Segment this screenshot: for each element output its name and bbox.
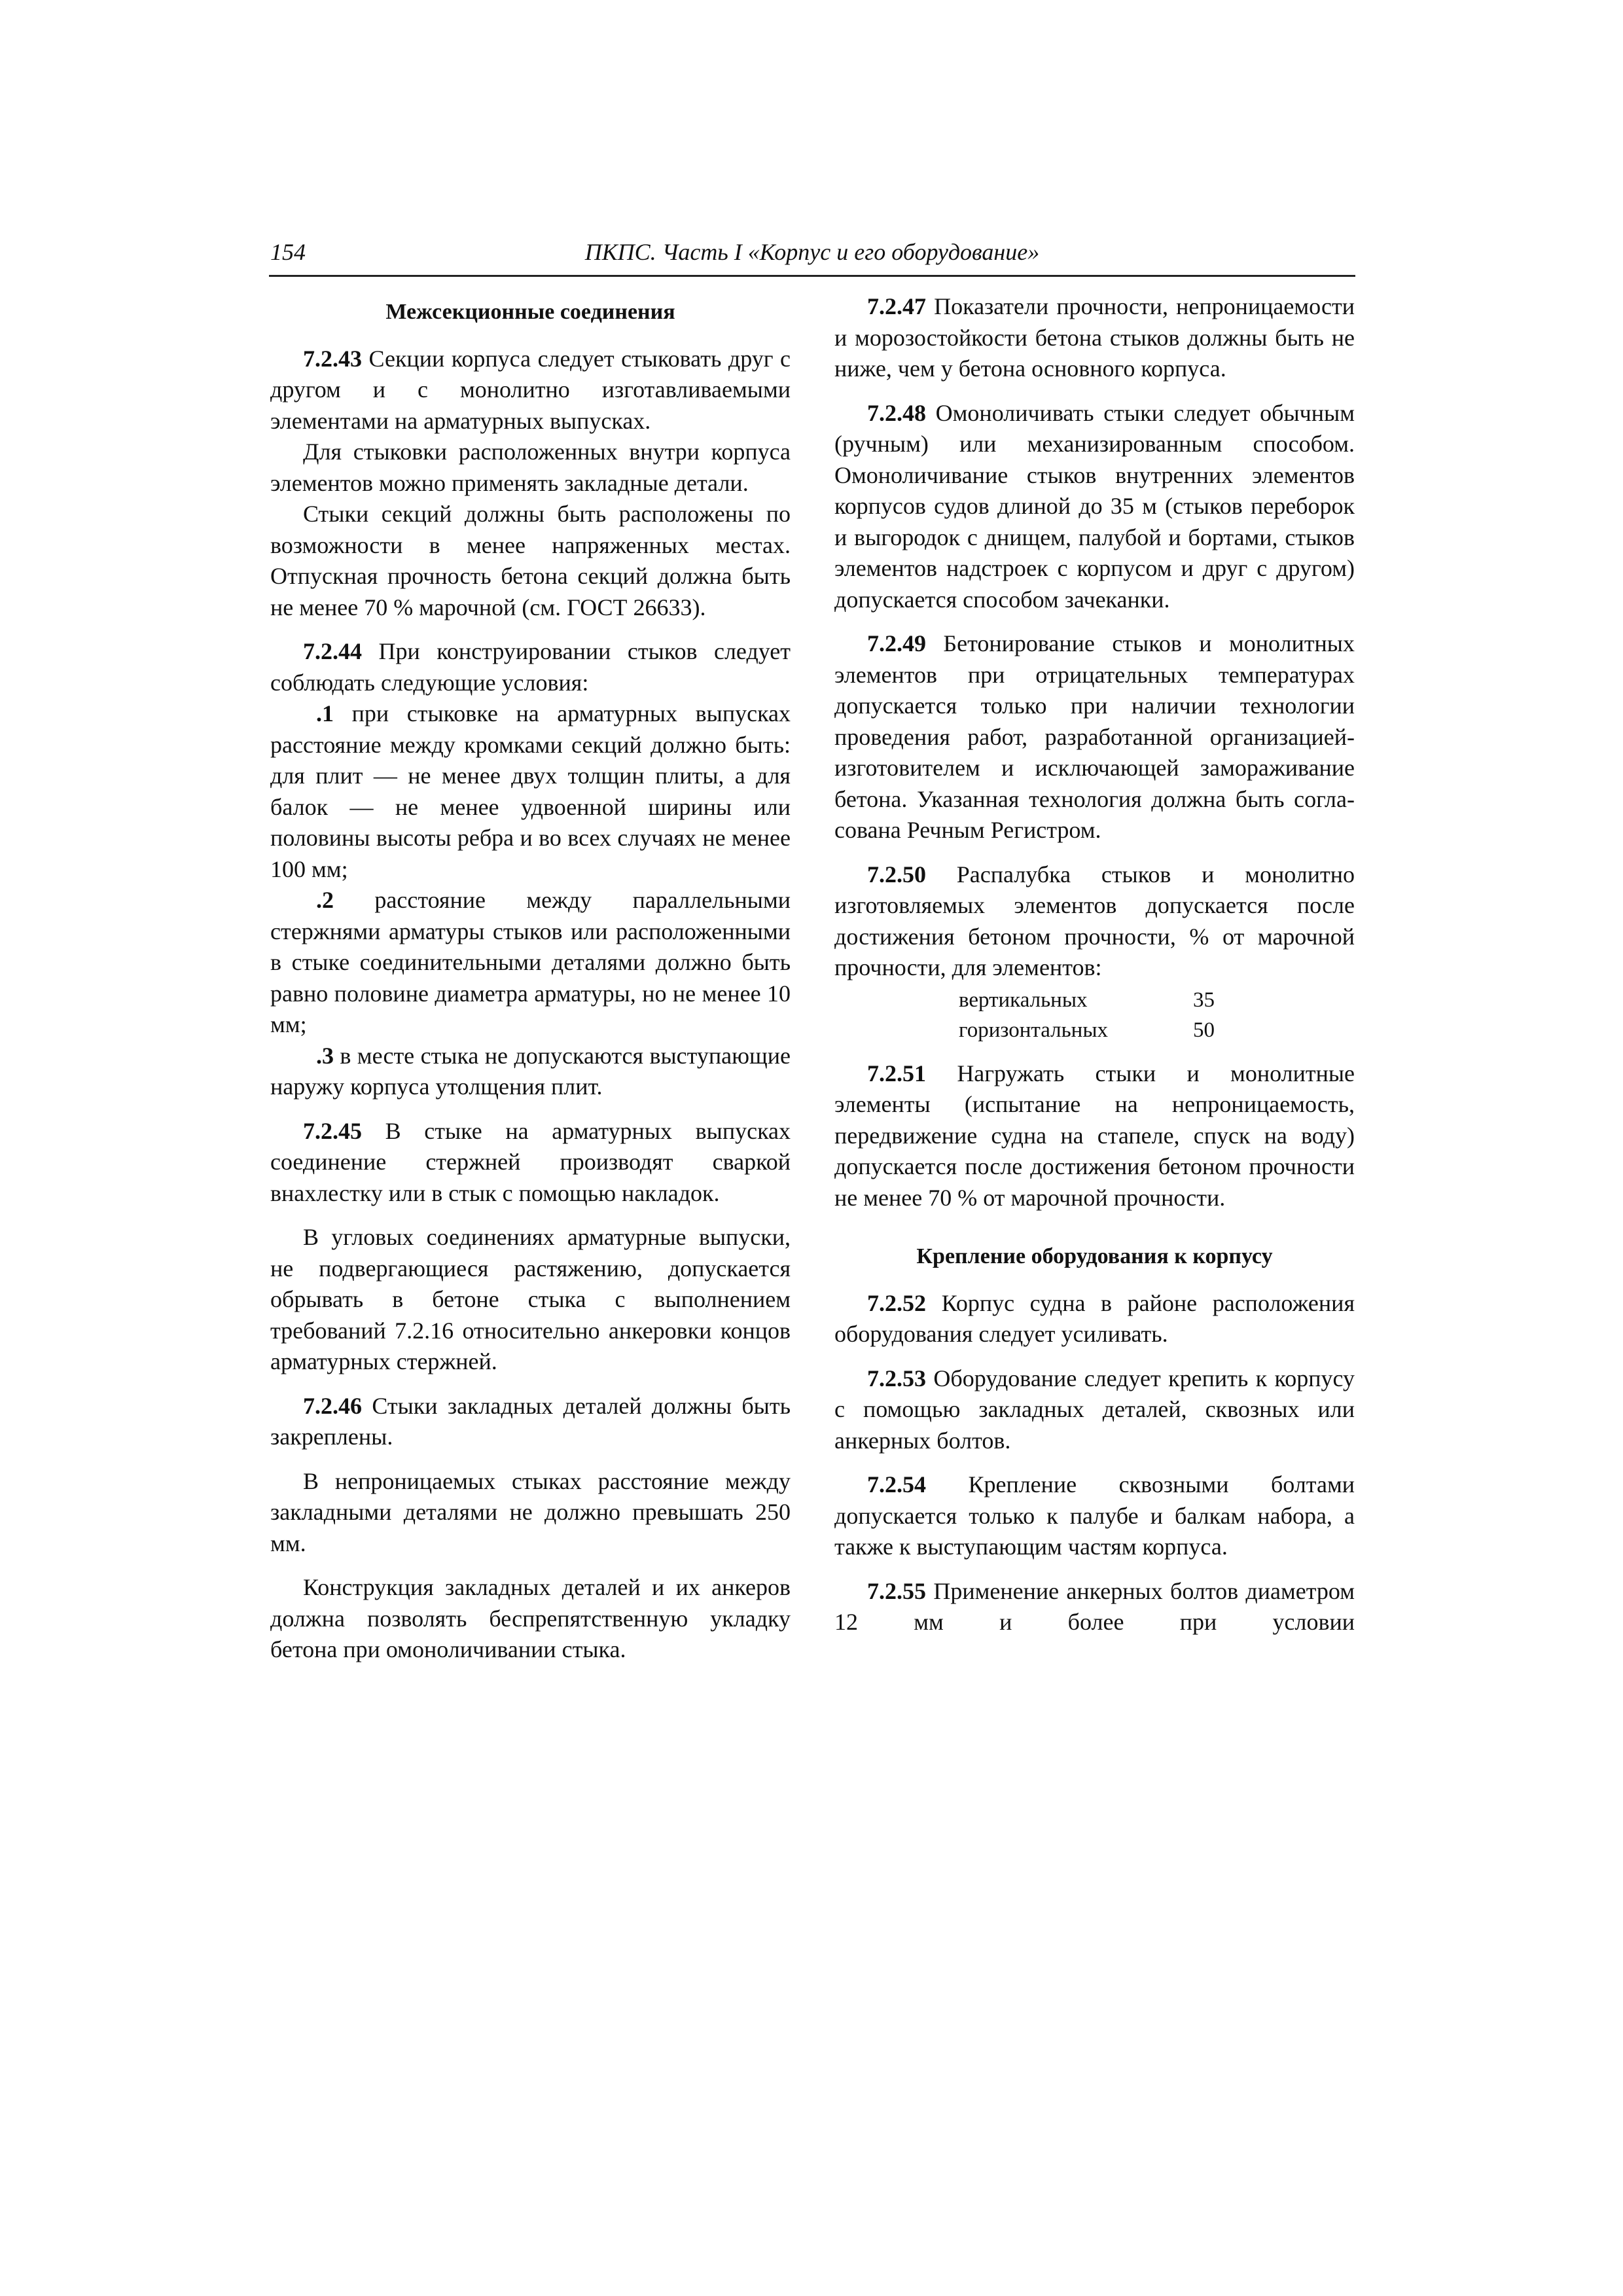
clause-number: 7.2.44 <box>303 638 362 664</box>
paragraph-7-2-51 <box>834 1058 1355 1214</box>
clause-text: Корпус судна в районе расположения оборудования следует усиливать. <box>834 1289 1355 1347</box>
clause-number: 7.2.49 <box>867 630 926 656</box>
item-text: при стыковке на арматурных выпусках расстояние между кромками секций должно быть: для плит — не менее двух толщин плиты, а для балок — не менее удвоенной ширины или половины высоты ребра и во всех случаях не менее 100 мм; <box>270 700 791 882</box>
list-item-2 <box>270 885 791 1041</box>
clause-text: Секции корпуса следует стыковать друг с другом и с монолитно изготавливаемыми элементами на арматурных выпусках. <box>270 345 791 434</box>
list-item-3 <box>270 1041 791 1103</box>
clause-number: 7.2.54 <box>867 1471 926 1498</box>
clause-number: 7.2.53 <box>867 1365 926 1391</box>
page-number: 154 <box>270 239 306 265</box>
item-text: в месте стыка не допускаются выступающие наружу корпуса утолщения плит. <box>270 1042 791 1100</box>
clause-number: 7.2.52 <box>867 1289 926 1316</box>
left-column <box>270 291 791 1666</box>
item-text: расстояние между параллельными стержнями арматуры стыков или расположенными в стыке соединительными деталями должно быть равно половине диаметра арматуры, но не менее 10 мм; <box>270 887 791 1037</box>
item-number: .1 <box>316 700 334 726</box>
paragraph: Стыки секций должны быть расположены по возможности в менее напряженных местах. Отпускная прочность бетона секций должна быть не менее 70 % марочной (см. ГОСТ 26633). <box>270 501 791 620</box>
clause-text: Применение анкерных болтов диаметром 12 мм и более при условии <box>834 1577 1355 1635</box>
strength-value-cell: 50 <box>1193 1018 1215 1042</box>
clause-number: 7.2.55 <box>867 1577 926 1604</box>
clause-text: Стыки закладных деталей должны быть закреплены. <box>270 1392 791 1450</box>
element-type-cell: вертикальных <box>959 988 1088 1012</box>
section-heading-intersection-joints: Межсекционные соединения <box>385 300 675 324</box>
clause-text: Оборудование следует крепить к корпусу с помощью закладных деталей, сквозных или анкерных болтов. <box>834 1365 1355 1454</box>
paragraph-7-2-47 <box>834 291 1355 385</box>
table-row <box>959 1015 1215 1045</box>
formwork-strength-table <box>959 985 1215 1045</box>
clause-number: 7.2.51 <box>867 1060 926 1086</box>
element-type-cell: горизонтальных <box>959 1018 1108 1042</box>
paragraph: Конструкция закладных деталей и их анкеров должна позволять беспрепятственную укладку бетона при омоноличивании стыка. <box>270 1574 791 1662</box>
clause-text: Показатели прочности, непроницаемости и морозостойкости бетона стыков должны быть не ниже, чем у бетона основного корпуса. <box>834 293 1355 382</box>
paragraph-7-2-53 <box>834 1363 1355 1457</box>
paragraph-7-2-43 <box>270 344 791 437</box>
item-number: .3 <box>316 1042 334 1069</box>
item-number: .2 <box>316 887 334 913</box>
clause-text: Омоноличивать стыки следует обычным (ручным) или механизированным способом. Омоноличивание стыков внутренних элементов корпусов судов длиной до 35 м (стыков переборок и выгородок с днищем, палубой и бортами, стыков элементов надстроек с корпусом и друг с другом) допускается способом зачеканки. <box>834 399 1355 613</box>
clause-text: В стыке на арматурных выпусках соединение стержней производят сваркой внахлестку или в стык с помощью накладок. <box>270 1117 791 1206</box>
clause-number: 7.2.47 <box>867 293 926 319</box>
paragraph: В непроницаемых стыках расстояние между закладными деталями не должно превышать 250 мм. <box>270 1467 791 1556</box>
paragraph-7-2-50 <box>834 859 1355 984</box>
paragraph-7-2-46 <box>270 1391 791 1453</box>
page-header <box>269 234 1355 277</box>
clause-number: 7.2.46 <box>303 1392 362 1419</box>
clause-text: Бетонирование стыков и монолитных элементов при отрицательных температурах допускается только при наличии технологии проведения работ, разработанной организацией-изготовителем и исключающей замораживание бетона. Указанная технология должна быть согласована Речным Регистром. <box>834 630 1355 843</box>
paragraph: Для стыковки расположенных внутри корпуса элементов можно применять закладные детали. <box>270 439 791 496</box>
paragraph-7-2-49 <box>834 628 1355 846</box>
clause-number: 7.2.50 <box>867 861 926 888</box>
list-item-1 <box>270 698 791 885</box>
clause-text: При конструировании стыков следует соблюдать следующие условия: <box>270 638 791 696</box>
paragraph-7-2-54 <box>834 1469 1355 1563</box>
paragraph-7-2-44 <box>270 636 791 698</box>
paragraph-7-2-45 <box>270 1116 791 1210</box>
paragraph: В угловых соединениях арматурные выпуски, не подвергающиеся растяжению, допускается обрывать в бетоне стыка с выполнением требований 7.2.16 относительно анкеровки концов арматурных стержней. <box>270 1224 791 1374</box>
clause-text: Крепление сквозными болтами допускается только к палубе и балкам набора, а также к выступающим частям корпуса. <box>834 1471 1355 1560</box>
clause-text: Распалубка стыков и монолитно изготовляемых элементов допускается после достижения бетоном прочности, % от марочной прочности, для элементов: <box>834 861 1355 980</box>
clause-number: 7.2.48 <box>867 399 926 426</box>
section-heading-equipment-fastening: Крепление оборудования к корпусу <box>916 1244 1273 1268</box>
strength-value-cell: 35 <box>1193 988 1215 1012</box>
clause-text: Нагружать стыки и монолитные элементы (испытание на непроницаемость, передвижение судна на стапеле, спуск на воду) допускается после достижения бетоном прочности не менее 70 % от марочной прочности. <box>834 1060 1355 1211</box>
paragraph-7-2-55 <box>834 1576 1355 1638</box>
right-column <box>834 291 1355 1638</box>
clause-number: 7.2.45 <box>303 1117 362 1144</box>
running-title: ПКПС. Часть I «Корпус и его оборудование» <box>584 239 1040 265</box>
clause-number: 7.2.43 <box>303 345 362 372</box>
table-row <box>959 985 1215 1015</box>
paragraph-7-2-48 <box>834 398 1355 616</box>
paragraph-7-2-52 <box>834 1288 1355 1350</box>
